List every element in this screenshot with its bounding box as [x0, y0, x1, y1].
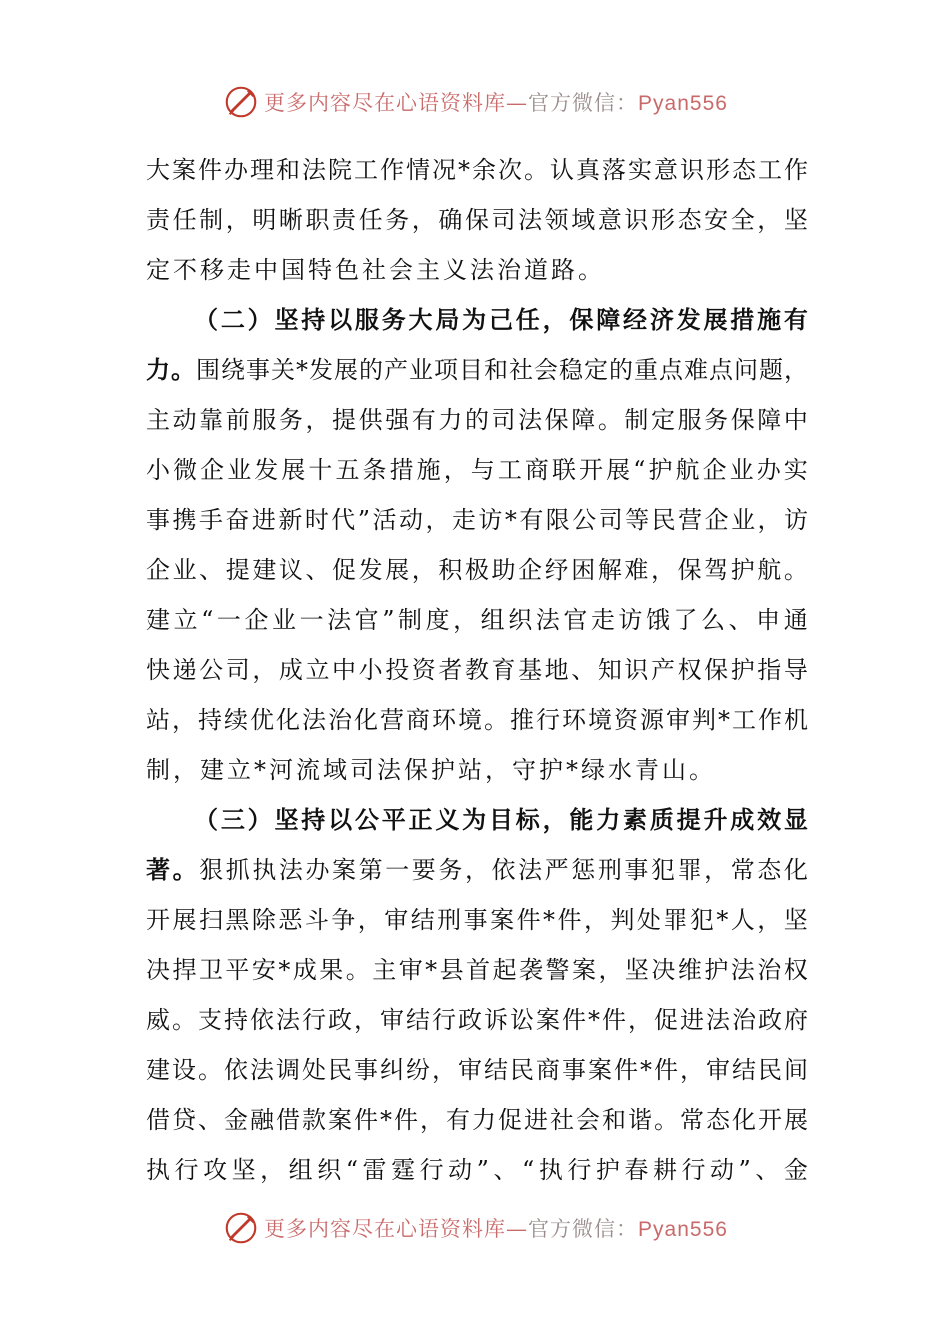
paragraph-line: 借 贷 、 金 融 借 款 案 件 * 件 ， 有 力 促 进 社 会 和 谐 。 常 态 化 开 展: [146, 1106, 808, 1134]
paragraph-line: 事 携 手 奋 进 新 时 代 ” 活 动 ， 走 访 * 有 限 公 司 等 民 营 企 业 ， 访: [146, 506, 808, 534]
paragraph-line: 执 行 攻 坚 ， 组 织 “ 雷 霆 行 动 ” 、 “ 执 行 护 春 耕 行 动 ” 、 金: [146, 1156, 808, 1184]
watermark-banner-bottom: [0, 1204, 950, 1252]
paragraph-line: 责 任 制 ， 明 晰 职 责 任 务 ， 确 保 司 法 领 域 意 识 形 态 安 全 ， 坚: [146, 206, 808, 234]
paragraph-line: 决 捍 卫 平 安 * 成 果 。 主 审 * 县 首 起 袭 警 案 ， 坚 决 维 护 法 治 权: [146, 956, 808, 984]
document-body: [146, 145, 808, 1195]
watermark-dash: —: [506, 91, 529, 115]
watermark-banner-top: [0, 78, 950, 126]
section-heading-line: （ 二 ） 坚 持 以 服 务 大 局 为 己 任 ， 保 障 经 济 发 展 措 施 有: [194, 305, 808, 334]
watermark-dash: —: [506, 1217, 529, 1241]
paragraph-line: 威 。 支 持 依 法 行 政 ， 审 结 行 政 诉 讼 案 件 * 件 ， 促 进 法 治 政 府: [146, 1006, 808, 1034]
watermark-wechat-label: 官方微信：: [528, 91, 639, 115]
paragraph-line: 开 展 扫 黑 除 恶 斗 争 ， 审 结 刑 事 案 件 * 件 ， 判 处 罪 犯 * 人 ， 坚: [146, 906, 808, 934]
paragraph-line: 制 ， 建 立 * 河 流 域 司 法 保 护 站 ， 守 护 * 绿 水 青 山 。: [146, 756, 713, 784]
paragraph-line: 建 设 。 依 法 调 处 民 事 纠 纷 ， 审 结 民 商 事 案 件 * 件 ， 审 结 民 间: [146, 1056, 808, 1084]
paragraph-line: 建 立 “ 一 企 业 一 法 官 ” 制 度 ， 组 织 法 官 走 访 饿 了 么 、 申 通: [146, 606, 808, 634]
pen-logo-icon: [222, 1209, 260, 1247]
paragraph-line: 快 递 公 司 ， 成 立 中 小 投 资 者 教 育 基 地 、 知 识 产 权 保 护 指 导: [146, 656, 808, 684]
paragraph-line: 主 动 靠 前 服 务 ， 提 供 强 有 力 的 司 法 保 障 。 制 定 服 务 保 障 中: [146, 406, 808, 434]
paragraph-line: 定 不 移 走 中 国 特 色 社 会 主 义 法 治 道 路 。: [146, 256, 602, 284]
watermark-wechat-id: Pyan556: [638, 92, 728, 115]
paragraph-line: 著 。 狠 抓 执 法 办 案 第 一 要 务 ， 依 法 严 惩 刑 事 犯 罪 ， 常 态 化: [146, 855, 808, 884]
paragraph-line: 站 ， 持 续 优 化 法 治 化 营 商 环 境 。 推 行 环 境 资 源 审 判 * 工 作 机: [146, 706, 808, 734]
paragraph-line: 力 。 围 绕 事 关 * 发 展 的 产 业 项 目 和 社 会 稳 定 的 重 点 难 点 问 题 ，: [146, 355, 808, 384]
watermark-wechat-label: 官方微信：: [528, 1217, 639, 1241]
watermark-site: 更多内容尽在心语资料库: [264, 1217, 507, 1241]
watermark-site: 更多内容尽在心语资料库: [264, 91, 507, 115]
paragraph-line: 小 微 企 业 发 展 十 五 条 措 施 ， 与 工 商 联 开 展 “ 护 航 企 业 办 实: [146, 456, 808, 484]
section-heading-line: （ 三 ） 坚 持 以 公 平 正 义 为 目 标 ， 能 力 素 质 提 升 成 效 显: [194, 805, 808, 834]
paragraph-line: 企 业 、 提 建 议 、 促 发 展 ， 积 极 助 企 纾 困 解 难 ， 保 驾 护 航 。: [146, 556, 808, 584]
paragraph-line: 大 案 件 办 理 和 法 院 工 作 情 况 * 余 次 。 认 真 落 实 意 识 形 态 工 作: [146, 156, 808, 184]
watermark-wechat-id: Pyan556: [638, 1218, 728, 1241]
pen-logo-icon: [222, 83, 260, 121]
